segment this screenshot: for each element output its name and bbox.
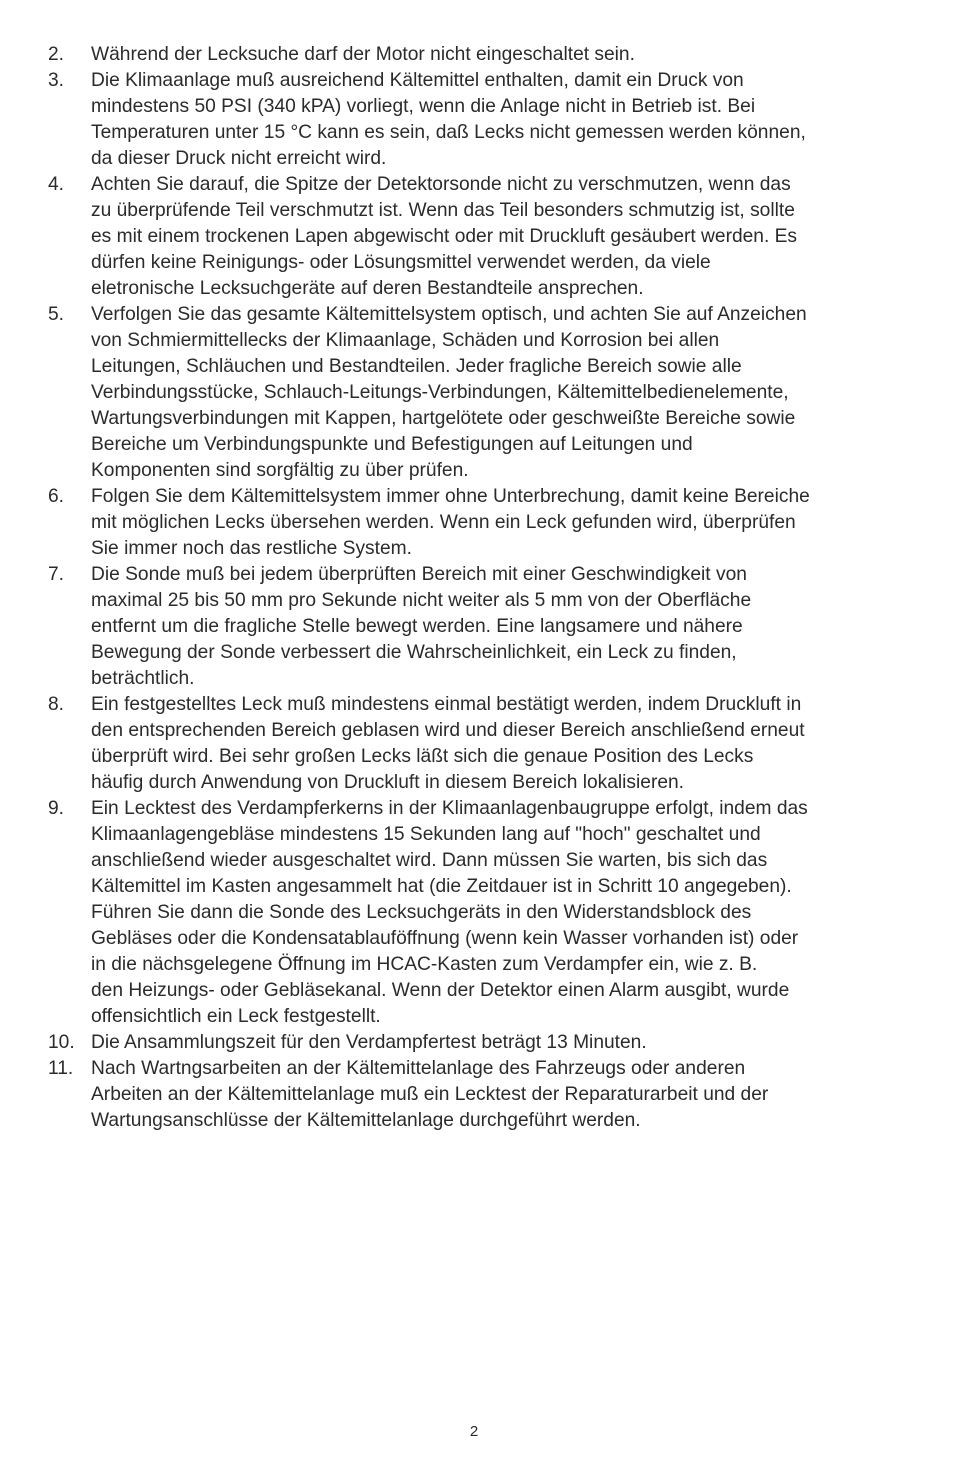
text-line: Gebläses oder die Kondensatablauföffnung (wenn kein Wasser vorhanden ist) oder <box>91 928 799 949</box>
text-line: den Heizungs- oder Gebläsekanal. Wenn der Detektor einen Alarm ausgibt, wurde <box>91 980 790 1001</box>
text-line: häufig durch Anwendung von Druckluft in diesem Bereich lokalisieren. <box>91 772 685 793</box>
instruction-list <box>48 42 918 1134</box>
text-line: Bereiche um Verbindungspunkte und Befestigungen auf Leitungen und <box>91 434 693 455</box>
list-item-text <box>91 692 918 796</box>
list-item-text <box>91 42 918 68</box>
text-line: Während der Lecksuche darf der Motor nicht eingeschaltet sein. <box>91 44 635 65</box>
text-line: Sie immer noch das restliche System. <box>91 538 412 559</box>
text-line: von Schmiermittellecks der Klimaanlage, Schäden und Korrosion bei allen <box>91 330 720 351</box>
text-line: mit möglichen Lecks übersehen werden. Wenn ein Leck gefunden wird, überprüfen <box>91 512 796 533</box>
text-line: Ein festgestelltes Leck muß mindestens einmal bestätigt werden, indem Druckluft in <box>91 694 802 715</box>
list-item-number: 2. <box>48 44 65 65</box>
text-line: mindestens 50 PSI (340 kPA) vorliegt, wenn die Anlage nicht in Betrieb ist. Bei <box>91 96 756 117</box>
text-line: Die Klimaanlage muß ausreichend Kältemittel enthalten, damit ein Druck von <box>91 70 744 91</box>
list-item <box>48 1030 918 1056</box>
list-item-text <box>91 796 918 1030</box>
list-item-text <box>91 68 918 172</box>
list-item-number: 10. <box>48 1032 75 1053</box>
list-item-text <box>91 172 918 302</box>
list-item-number: 6. <box>48 486 65 507</box>
list-item <box>48 302 918 484</box>
text-line: Die Sonde muß bei jedem überprüften Bereich mit einer Geschwindigkeit von <box>91 564 747 585</box>
text-line: Komponenten sind sorgfältig zu über prüfen. <box>91 460 469 481</box>
list-item <box>48 1056 918 1134</box>
text-line: maximal 25 bis 50 mm pro Sekunde nicht weiter als 5 mm von der Oberfläche <box>91 590 752 611</box>
text-line: Leitungen, Schläuchen und Bestandteilen. Jeder fragliche Bereich sowie alle <box>91 356 742 377</box>
list-item-text <box>91 484 918 562</box>
list-item <box>48 42 918 68</box>
text-line: Wartungsanschlüsse der Kältemittelanlage durchgeführt werden. <box>91 1110 641 1131</box>
page-number: 2 <box>469 1423 479 1440</box>
text-line: Verfolgen Sie das gesamte Kältemittelsystem optisch, und achten Sie auf Anzeichen <box>91 304 807 325</box>
text-line: dürfen keine Reinigungs- oder Lösungsmittel verwendet werden, da viele <box>91 252 711 273</box>
text-line: anschließend wieder ausgeschaltet wird. Dann müssen Sie warten, bis sich das <box>91 850 768 871</box>
text-line: überprüft wird. Bei sehr großen Lecks läßt sich die genaue Position des Lecks <box>91 746 754 767</box>
text-line: Bewegung der Sonde verbessert die Wahrscheinlichkeit, ein Leck zu finden, <box>91 642 737 663</box>
list-item <box>48 484 918 562</box>
list-item <box>48 172 918 302</box>
text-line: Kältemittel im Kasten angesammelt hat (die Zeitdauer ist in Schritt 10 angegeben). <box>91 876 792 897</box>
text-line: Arbeiten an der Kältemittelanlage muß ein Lecktest der Reparaturarbeit und der <box>91 1084 769 1105</box>
text-line: entfernt um die fragliche Stelle bewegt werden. Eine langsamere und nähere <box>91 616 743 637</box>
list-item-number: 7. <box>48 564 65 585</box>
text-line: offensichtlich ein Leck festgestellt. <box>91 1006 381 1027</box>
text-line: Klimaanlagengebläse mindestens 15 Sekunden lang auf "hoch" geschaltet und <box>91 824 761 845</box>
text-line: Die Ansammlungszeit für den Verdampfertest beträgt 13 Minuten. <box>91 1032 647 1053</box>
text-line: eletronische Lecksuchgeräte auf deren Bestandteile ansprechen. <box>91 278 644 299</box>
list-item-number: 5. <box>48 304 65 325</box>
list-item-text <box>91 562 918 692</box>
text-line: Verbindungsstücke, Schlauch-Leitungs-Verbindungen, Kältemittelbedienelemente, <box>91 382 789 403</box>
text-line: da dieser Druck nicht erreicht wird. <box>91 148 387 169</box>
list-item-number: 4. <box>48 174 65 195</box>
list-item <box>48 68 918 172</box>
text-line: beträchtlich. <box>91 668 195 689</box>
text-line: Wartungsverbindungen mit Kappen, hartgelötete oder geschweißte Bereiche sowie <box>91 408 796 429</box>
list-item-number: 9. <box>48 798 65 819</box>
text-line: es mit einem trockenen Lapen abgewischt oder mit Druckluft gesäubert werden. Es <box>91 226 798 247</box>
list-item-text <box>91 302 918 484</box>
list-item-text <box>91 1056 918 1134</box>
text-line: zu überprüfende Teil verschmutzt ist. Wenn das Teil besonders schmutzig ist, sollte <box>91 200 795 221</box>
text-line: Führen Sie dann die Sonde des Lecksuchgeräts in den Widerstandsblock des <box>91 902 752 923</box>
list-item <box>48 796 918 1030</box>
text-line: Temperaturen unter 15 °C kann es sein, daß Lecks nicht gemessen werden können, <box>91 122 806 143</box>
list-item <box>48 562 918 692</box>
text-line: Nach Wartngsarbeiten an der Kältemittelanlage des Fahrzeugs oder anderen <box>91 1058 746 1079</box>
list-item <box>48 692 918 796</box>
text-line: Achten Sie darauf, die Spitze der Detektorsonde nicht zu verschmutzen, wenn das <box>91 174 791 195</box>
text-line: Folgen Sie dem Kältemittelsystem immer ohne Unterbrechung, damit keine Bereiche <box>91 486 810 507</box>
text-line: den entsprechenden Bereich geblasen wird und dieser Bereich anschließend erneut <box>91 720 805 741</box>
list-item-number: 8. <box>48 694 65 715</box>
list-item-text <box>91 1030 918 1056</box>
list-item-number: 11. <box>48 1058 74 1079</box>
text-line: Ein Lecktest des Verdampferkerns in der Klimaanlagenbaugruppe erfolgt, indem das <box>91 798 808 819</box>
list-item-number: 3. <box>48 70 65 91</box>
text-line: in die nächsgelegene Öffnung im HCAC-Kasten zum Verdampfer ein, wie z. B. <box>91 954 758 975</box>
